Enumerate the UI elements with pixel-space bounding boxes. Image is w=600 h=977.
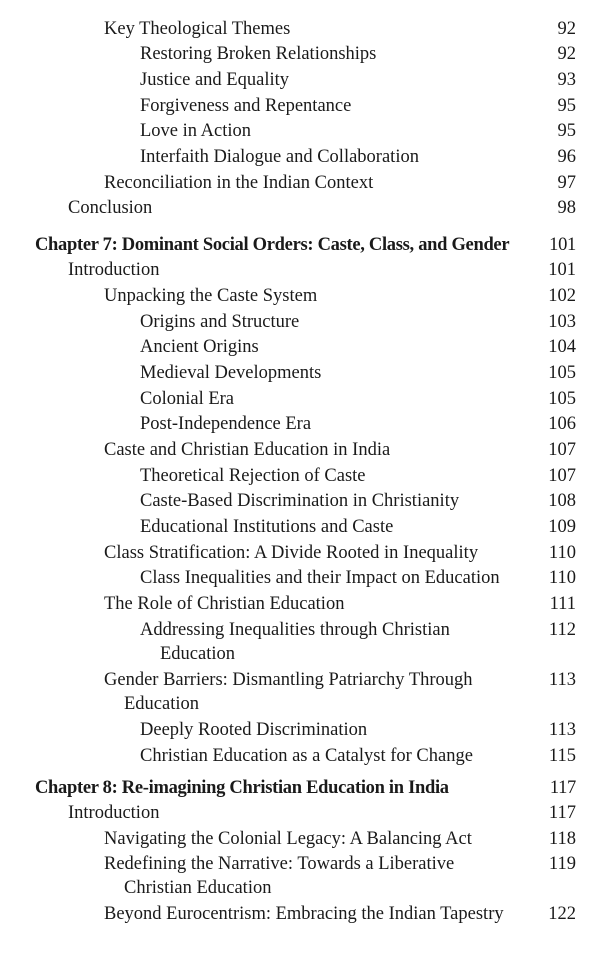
- toc-entry-title: Deeply Rooted Discrimination: [140, 720, 368, 740]
- toc-entry-page: 107: [548, 466, 576, 486]
- toc-entry[interactable]: [0, 592, 600, 616]
- toc-entry[interactable]: [0, 284, 600, 308]
- toc-entry-page: 107: [548, 440, 576, 460]
- toc-chapter-8[interactable]: [0, 776, 600, 800]
- toc-entry[interactable]: [0, 438, 600, 462]
- toc-entry[interactable]: [0, 566, 600, 590]
- chapter-title: Chapter 7: Dominant Social Orders: Caste, Class, and Gender: [35, 235, 510, 255]
- toc-entry-title: [140, 618, 504, 666]
- toc-entry[interactable]: [0, 196, 600, 220]
- toc-entry-title: Post-Independence Era: [140, 414, 312, 434]
- toc-entry[interactable]: [0, 119, 600, 143]
- toc-chapter-7[interactable]: [0, 233, 600, 257]
- toc-entry-page: 93: [557, 70, 576, 90]
- toc-entry-title: Interfaith Dialogue and Collaboration: [140, 147, 419, 167]
- toc-entry-page: 95: [557, 96, 576, 116]
- toc-entry[interactable]: [0, 335, 600, 359]
- toc-entry-title: Class Stratification: A Divide Rooted in Inequality: [104, 543, 479, 563]
- toc-entry[interactable]: [0, 489, 600, 513]
- toc-entry-page: 103: [548, 312, 576, 332]
- toc-entry[interactable]: [0, 515, 600, 539]
- toc-entry-title: Ancient Origins: [140, 337, 259, 357]
- toc-entry-page: 122: [548, 904, 576, 924]
- toc-entry-title: Class Inequalities and their Impact on Education: [140, 568, 500, 588]
- toc-entry[interactable]: [0, 171, 600, 195]
- toc-entry-title: Love in Action: [140, 121, 251, 141]
- toc-entry-title: Caste and Christian Education in India: [104, 440, 391, 460]
- toc-entry[interactable]: [0, 618, 600, 666]
- toc-entry[interactable]: [0, 17, 600, 41]
- toc-entry-page: 102: [548, 286, 576, 306]
- toc-entry-title-line1: Gender Barriers: Dismantling Patriarchy Through: [104, 670, 473, 690]
- toc-entry-title: Origins and Structure: [140, 312, 300, 332]
- toc-entry-page: 118: [548, 829, 576, 849]
- toc-entry-page: 105: [548, 363, 576, 383]
- toc-entry-page: 101: [549, 235, 576, 255]
- toc-entry-title: Justice and Equality: [140, 70, 289, 90]
- toc-entry-page: 105: [548, 389, 576, 409]
- toc-entry-title: Conclusion: [68, 198, 153, 218]
- toc-entry[interactable]: [0, 42, 600, 66]
- toc-entry-page: 119: [548, 854, 576, 874]
- toc-entry[interactable]: [0, 852, 600, 900]
- toc-entry-title: Christian Education as a Catalyst for Change: [140, 746, 473, 766]
- toc-entry[interactable]: [0, 68, 600, 92]
- toc-entry[interactable]: [0, 94, 600, 118]
- toc-entry-title: Restoring Broken Relationships: [140, 44, 377, 64]
- toc-entry-title: Theoretical Rejection of Caste: [140, 466, 366, 486]
- toc-entry-title: The Role of Christian Education: [104, 594, 345, 614]
- toc-entry-title: Unpacking the Caste System: [104, 286, 318, 306]
- toc-entry-title: [104, 852, 504, 900]
- toc-entry[interactable]: [0, 902, 600, 926]
- toc-entry-page: 92: [557, 19, 576, 39]
- toc-entry-title: Navigating the Colonial Legacy: A Balancing Act: [104, 829, 472, 849]
- toc-entry-page: 97: [557, 173, 576, 193]
- toc-entry-title-line2: Education: [160, 644, 236, 664]
- toc-entry-title-line1: Redefining the Narrative: Towards a Liberative: [104, 854, 455, 874]
- toc-entry-title: Reconciliation in the Indian Context: [104, 173, 374, 193]
- toc-entry[interactable]: [0, 310, 600, 334]
- toc-entry[interactable]: [0, 464, 600, 488]
- toc-entry-page: 101: [548, 260, 576, 280]
- toc-entry-title: Beyond Eurocentrism: Embracing the Indian Tapestry: [104, 904, 504, 924]
- toc-entry-page: 111: [549, 594, 576, 614]
- toc-entry-page: 108: [548, 491, 576, 511]
- toc-entry-title: Educational Institutions and Caste: [140, 517, 394, 537]
- toc-entry[interactable]: [0, 801, 600, 825]
- toc-entry-title: Key Theological Themes: [104, 19, 291, 39]
- toc-entry-title: Colonial Era: [140, 389, 235, 409]
- toc-entry[interactable]: [0, 541, 600, 565]
- toc-entry-page: 110: [548, 568, 576, 588]
- toc-entry-title: Caste-Based Discrimination in Christianity: [140, 491, 460, 511]
- toc-entry-title: Forgiveness and Repentance: [140, 96, 352, 116]
- toc-entry-page: 113: [548, 720, 576, 740]
- chapter-title: Chapter 8: Re-imagining Christian Education in India: [35, 778, 449, 798]
- toc-entry-page: 109: [548, 517, 576, 537]
- toc-entry-title: Introduction: [68, 803, 160, 823]
- toc-entry[interactable]: [0, 145, 600, 169]
- toc-entry-page: 115: [548, 746, 576, 766]
- toc-entry-page: 96: [557, 147, 576, 167]
- toc-entry[interactable]: [0, 718, 600, 742]
- toc-entry[interactable]: [0, 387, 600, 411]
- toc-entry[interactable]: [0, 668, 600, 716]
- toc-entry-page: 104: [548, 337, 576, 357]
- toc-entry-page: 117: [549, 778, 576, 798]
- toc-entry-title: Introduction: [68, 260, 160, 280]
- toc-entry[interactable]: [0, 744, 600, 768]
- toc-entry-title-line1: Addressing Inequalities through Christian: [140, 620, 450, 640]
- toc-entry-page: 92: [557, 44, 576, 64]
- toc-entry-title: [104, 668, 504, 716]
- toc-entry[interactable]: [0, 361, 600, 385]
- toc-entry-page: 106: [548, 414, 576, 434]
- toc-entry[interactable]: [0, 412, 600, 436]
- toc-entry-title-line2: Christian Education: [124, 878, 272, 898]
- toc-entry[interactable]: [0, 258, 600, 282]
- toc-entry-page: 98: [557, 198, 576, 218]
- toc-entry[interactable]: [0, 827, 600, 851]
- toc-entry-page: 110: [548, 543, 576, 563]
- toc-entry-page: 113: [548, 670, 576, 690]
- toc-entry-page: 112: [548, 620, 576, 640]
- toc-entry-page: 95: [557, 121, 576, 141]
- toc-entry-title: Medieval Developments: [140, 363, 322, 383]
- toc-entry-title-line2: Education: [124, 694, 200, 714]
- toc-entry-page: 117: [548, 803, 576, 823]
